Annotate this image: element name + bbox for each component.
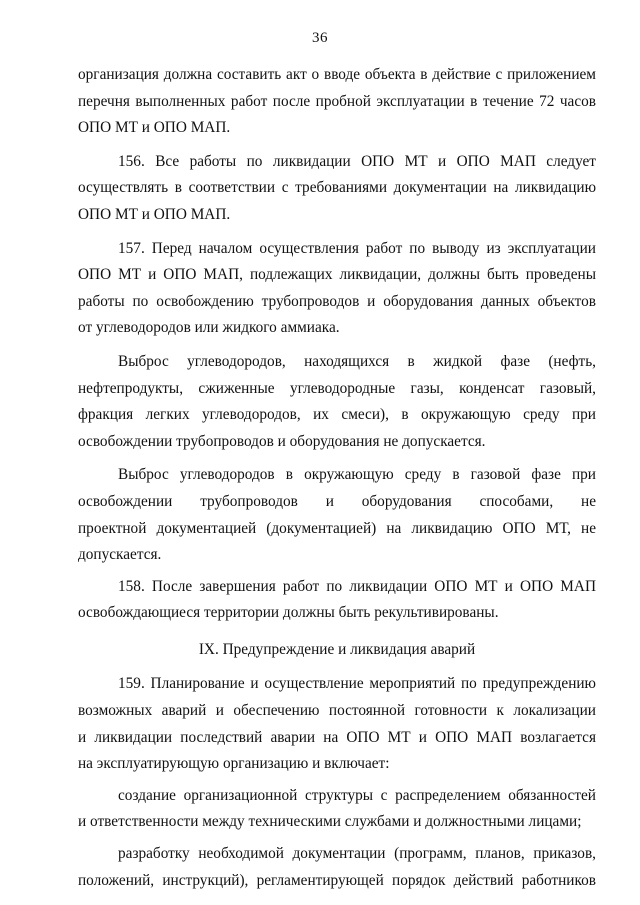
text-line: 157. Перед началом осуществления работ по выводу из эксплуатации — [118, 239, 596, 257]
text-line: 156. Все работы по ликвидации ОПО МТ и ОПО МАП следует — [118, 152, 596, 170]
text-line: фракция легких углеводородов, их смеси), в окружающую среду при — [78, 406, 596, 424]
text-line: освобождении трубопроводов и оборудования не допускается. — [78, 432, 486, 450]
text-line: Выброс углеводородов в окружающую среду в газовой фазе при — [118, 466, 596, 484]
text-line: освобождении трубопроводов и оборудования способами, не — [78, 492, 596, 510]
paragraph-157 — [78, 236, 596, 342]
text-line: перечня выполненных работ после пробной эксплуатации в течение 72 часов — [78, 92, 596, 110]
text-line: освобождающиеся территории должны быть рекультивированы. — [78, 604, 499, 622]
paragraph-158 — [78, 574, 596, 627]
paragraph-157-liquid-release — [78, 349, 596, 455]
text-line: 158. После завершения работ по ликвидации ОПО МТ и ОПО МАП — [118, 577, 596, 595]
paragraph-156 — [78, 149, 596, 229]
text-line: организация должна составить акт о вводе объекта в действие с приложением — [78, 66, 596, 83]
paragraph-159 — [78, 671, 596, 777]
paragraph-159-structure — [78, 783, 596, 836]
text-line: разработку необходимой документации (программ, планов, приказов, — [118, 845, 596, 863]
text-line: ОПО МТ и ОПО МАП, подлежащих ликвидации, должны быть проведены — [78, 266, 596, 284]
paragraph-157-gas-release — [78, 462, 596, 568]
text-line: проектной документацией (документацией) на ликвидацию ОПО МТ, не — [78, 519, 596, 537]
text-line: создание организационной структуры с распределением обязанностей — [118, 786, 596, 804]
section-heading: IX. Предупреждение и ликвидация аварий — [198, 640, 476, 658]
paragraph-159-documentation — [78, 841, 596, 894]
text-line: 159. Планирование и осуществление мероприятий по предупреждению — [118, 675, 596, 693]
text-line: нефтепродукты, сжиженные углеводородные газы, конденсат газовый, — [78, 379, 596, 397]
text-line: и ответственности между техническими службами и должностными лицами; — [78, 813, 582, 831]
text-line: допускается. — [78, 546, 162, 564]
text-line: на эксплуатирующую организацию и включает: — [78, 755, 390, 773]
text-line: ОПО МТ и ОПО МАП. — [78, 205, 231, 223]
document-body — [78, 62, 596, 894]
text-line: осуществлять в соответствии с требованиями документации на ликвидацию — [78, 179, 596, 197]
text-line: Выброс углеводородов, находящихся в жидкой фазе (нефть, — [118, 352, 596, 370]
text-line: положений, инструкций), регламентирующей порядок действий работников — [78, 871, 596, 889]
text-line: возможных аварий и обеспечению постоянной готовности к локализации — [78, 702, 596, 720]
text-line: и ликвидации последствий аварии на ОПО МТ и ОПО МАП возлагается — [78, 728, 596, 746]
page-number: 36 — [312, 30, 328, 46]
paragraph-continuation — [78, 62, 596, 142]
text-line: работы по освобождению трубопроводов и оборудования данных объектов — [78, 292, 596, 310]
text-line: ОПО МТ и ОПО МАП. — [78, 119, 231, 137]
text-line: от углеводородов или жидкого аммиака. — [78, 319, 340, 337]
